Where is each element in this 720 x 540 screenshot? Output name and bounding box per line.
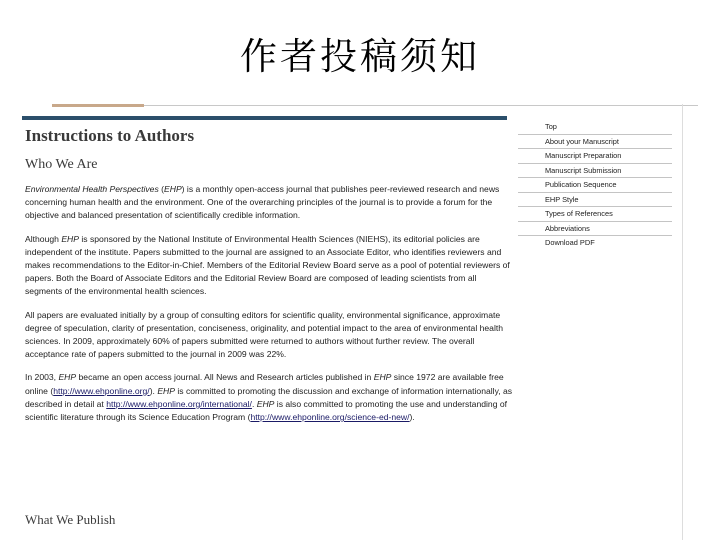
- link-international[interactable]: http://www.ehponline.org/international/: [106, 398, 252, 409]
- link-science-ed[interactable]: http://www.ehponline.org/science-ed-new/: [250, 412, 410, 423]
- slide-title: 作者投稿须知: [240, 35, 480, 78]
- sidebar-item-manuscript-submission[interactable]: Manuscript Submission: [518, 164, 672, 179]
- sidebar-item-manuscript-preparation[interactable]: Manuscript Preparation: [518, 149, 672, 164]
- paragraph-intro: Environmental Health Perspectives (EHP) is a monthly open-access journal that publishes peer-reviewed research and news concerning human health and the environment. One of the overarching principles of the journal is to provide a forum for the objective and balanced presentation of scientifically credible information.: [25, 184, 500, 221]
- paragraph-evaluation: All papers are evaluated initially by a group of consulting editors for scientific quality, environmental significance, approximate degree of speculation, clarity of presentation, conciseness, originality, and potential impact to the area of environmental health sciences. In 2009, approximately 60% of papers submitted were returned to authors without further review. The overall acceptance rate of papers submitted to the journal in 2009 was 22%.: [25, 309, 504, 360]
- section-heading-what-we-publish: What We Publish: [25, 512, 116, 527]
- webpage-screenshot: [22, 104, 698, 540]
- page-heading: Instructions to Authors: [25, 126, 195, 145]
- sidebar-item-ehp-style[interactable]: EHP Style: [518, 193, 672, 208]
- sidebar-item-top[interactable]: Top: [518, 120, 672, 135]
- link-ehponline[interactable]: http://www.ehponline.org/: [53, 385, 150, 396]
- sidebar-item-types-of-references[interactable]: Types of References: [518, 207, 672, 222]
- top-divider: [144, 105, 698, 106]
- accent-rule: [52, 104, 144, 107]
- header-band: [22, 116, 507, 120]
- sidebar-item-download-pdf[interactable]: Download PDF: [545, 238, 595, 247]
- sidebar-item-about-manuscript[interactable]: About your Manuscript: [518, 135, 672, 150]
- sidebar-nav: [518, 120, 672, 250]
- paragraph-sponsorship: Although EHP is sponsored by the National Institute of Environmental Health Sciences (NIEHS), its editorial policies are independent of the institute. Papers submitted to the journal are assigned to an Associate Editor, who identifies reviewers and makes recommendations to the Editor-in-Chief. Members of the Editorial Review Board serve as a pool of potential reviewers of papers. Both the Board of Associate Editors and the Editorial Review Board are composed of leading scientists from all segments of the environmental health sciences.: [25, 233, 510, 297]
- right-edge-divider: [682, 104, 683, 540]
- sidebar-item-abbreviations[interactable]: Abbreviations: [518, 222, 672, 237]
- sidebar-item-publication-sequence[interactable]: Publication Sequence: [518, 178, 672, 193]
- paragraph-open-access: In 2003, EHP became an open access journal. All News and Research articles published in EHP since 1972 are available free online (http://www.ehponline.org/). EHP is committed to promoting the discussion and exchange of information internationally, as described in detail at http://www.ehponline.org/international/. EHP is also committed to promoting the use and understanding of scientific literature through its Science Education Program (http://www.ehponline.org/science-ed-new/).: [25, 372, 513, 423]
- journal-name: Environmental Health Perspectives: [25, 184, 159, 194]
- main-content: [25, 126, 515, 434]
- section-heading-who-we-are: Who We Are: [25, 157, 98, 172]
